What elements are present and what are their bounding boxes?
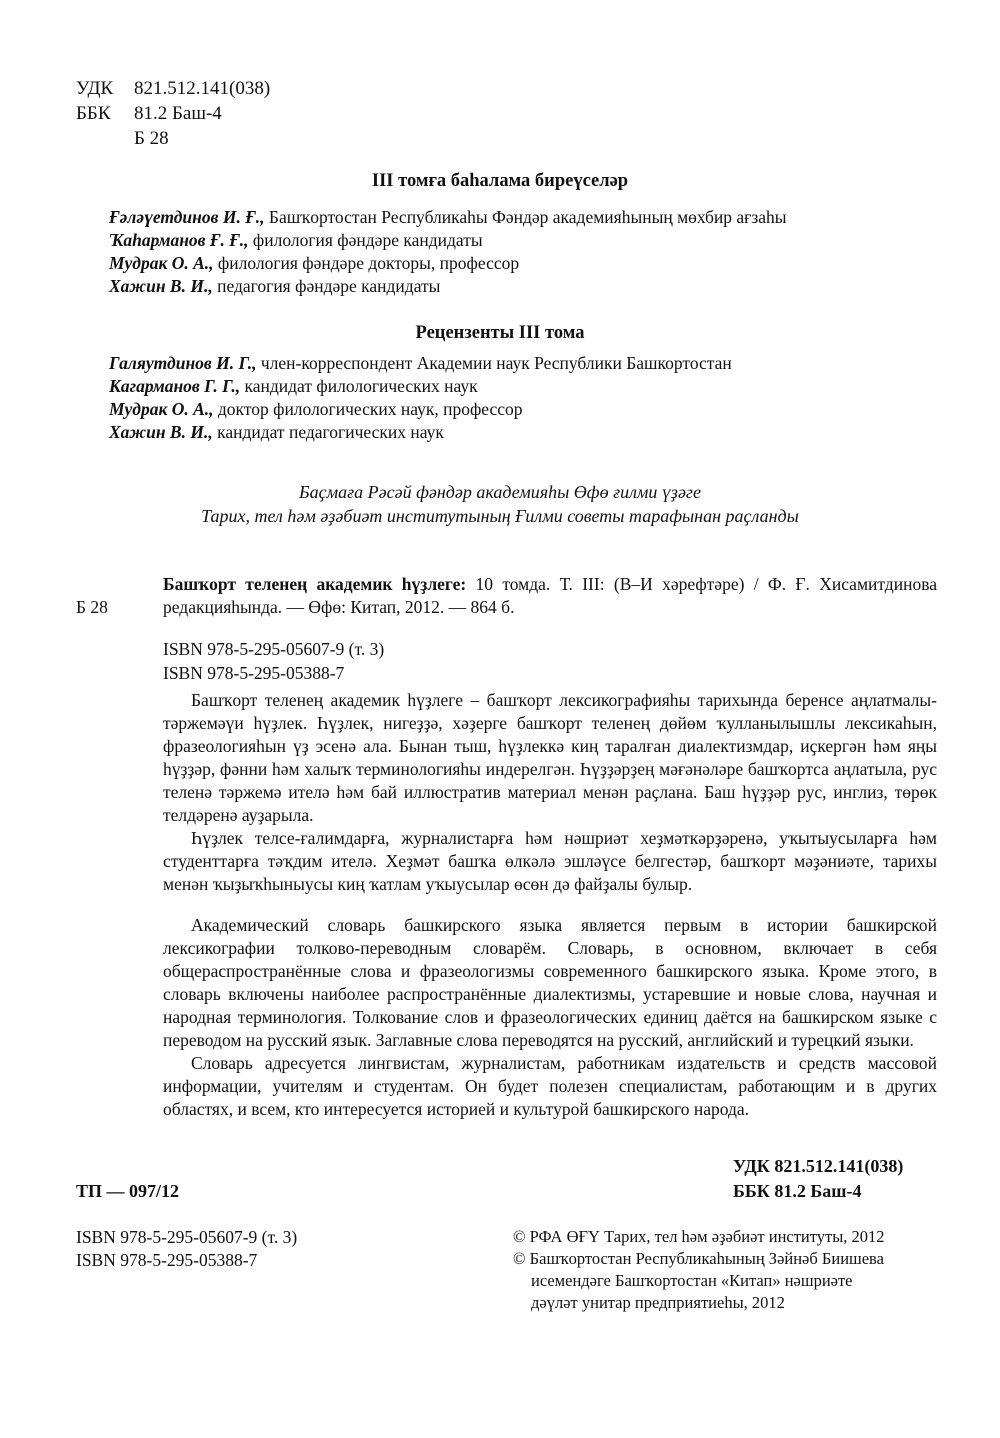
reviewer-ba-1	[109, 206, 939, 229]
copyright-line-1: © РФА ӨҒҮ Тарих, тел һәм әҙәбиәт институты, 2012	[513, 1227, 885, 1246]
bbk-line	[76, 101, 270, 126]
reviewer-desc: кандидат филологических наук	[240, 376, 478, 396]
approval-line-2: Тарих, тел һәм әҙәбиәт институтының Ғилми советы тарафынан раҫланды	[201, 506, 799, 526]
abstract-bashkir	[163, 689, 937, 896]
copyright-line-4: дәүләт унитар предприятиеһы, 2012	[531, 1293, 785, 1312]
abstract-ru-paragraph-1: Академический словарь башкирского языка является первым в истории башкирской лексикографии толково-переводным словарём. Словарь, в основном, включает в себя общераспространённые слова и фразеологизмы современного башкирского языка. Кроме этого, в словарь включены наиболее распространённые диалектизмы, устаревшие и новые слова, научная и народная терминология. Толкование слов и фразеологических единиц даётся на башкирском языке с переводом на русский язык. Заглавные слова переводятся на русский, английский и турецкий языки.	[163, 915, 937, 1050]
approval-line-1: Баҫмаға Рәсәй фәндәр академияһы Өфө ғилми үҙәге	[299, 482, 701, 502]
copyright-line-2: © Башҡортостан Республикаһының Зәйнәб Биишева	[513, 1249, 884, 1268]
abstract-russian	[163, 914, 937, 1121]
reviewers-ru-title: Рецензенты III тома	[415, 323, 585, 343]
reviewer-desc: кандидат педагогических наук	[212, 422, 444, 442]
reviewers-ba-list	[109, 206, 939, 298]
footer-isbn-set: ISBN 978-5-295-05388-7	[76, 1250, 258, 1270]
isbn-block	[163, 637, 384, 685]
reviewer-desc: филология фәндәре докторы, профессор	[213, 253, 520, 273]
bibliographic-entry	[163, 573, 937, 619]
abstract-ba-paragraph-1: Башҡорт теленең академик һүҙлеге – башҡорт лексикографияһы тарихында беренсе аңлатмалы-тәржемәүи һүҙлек. Һүҙлек, нигеҙҙә, хәҙерге башҡорт теленең дөйөм ҡулланылышлы лексикаһын, фразеологияһын үҙ эсенә ала. Бынан тыш, һүҙлеккә киң таралған диалектизмдар, иҫкергән һәм яңы һүҙҙәр, фәнни һәм халыҡ терминологияһы индерелгән. Һүҙҙәрҙең мәғәнәләре башҡортса аңлатыла, рус теленә тәржемә ителә һәм бай иллюстратив материал менән раҫлана. Баш һүҙҙәр рус, инглиз, төрөк телдәренә ауҙарыла.	[163, 690, 937, 825]
approval-statement	[0, 480, 1000, 528]
bbk-label: ББК	[76, 103, 111, 124]
reviewer-name: Мудрак О. А.,	[109, 399, 214, 419]
reviewer-ru-3	[109, 398, 939, 421]
reviewer-ru-2	[109, 375, 939, 398]
reviewer-ba-4	[109, 275, 939, 298]
footer-isbn-volume: ISBN 978-5-295-05607-9 (т. 3)	[76, 1227, 298, 1247]
reviewers-ru-list	[109, 352, 939, 444]
bibliography-margin-sign: Б 28	[76, 597, 108, 617]
reviewer-name: Хажин В. И.,	[109, 422, 213, 442]
reviewer-name: Мудрак О. А.,	[109, 253, 214, 273]
tp-code: ТП — 097/12	[76, 1181, 180, 1201]
reviewer-desc: Башҡортостан Республикаһы Фәндәр академияһының мөхбир ағзаһы	[264, 207, 787, 227]
reviewer-desc: филология фәндәре кандидаты	[248, 230, 483, 250]
reviewer-ba-2	[109, 229, 939, 252]
udk-value: 821.512.141(038)	[134, 78, 271, 99]
footer-classification	[733, 1154, 903, 1204]
classification-block	[76, 76, 270, 151]
reviewer-desc: член-корреспондент Академии наук Республики Башкортостан	[256, 353, 732, 373]
reviewer-ru-1	[109, 352, 939, 375]
footer-isbn-block	[76, 1226, 297, 1272]
reviewer-name: Хажин В. И.,	[109, 276, 213, 296]
abstract-ru-paragraph-2: Словарь адресуется лингвистам, журналистам, работникам издательств и средств массовой информации, учителям и студентам. Он будет полезен специалистам, работающим и в других областях, и всем, кто интересуется историей и культурой башкирского народа.	[163, 1053, 937, 1119]
reviewer-desc: педагогия фәндәре кандидаты	[212, 276, 441, 296]
reviewer-name: Ҡаһарманов Ғ. Ғ.,	[109, 230, 249, 250]
bibliographic-details: 10 томда. Т. III: (В–И хәрефтәре) / Ф. Ғ. Хисамитдинова редакцияһында. — Өфө: Китап, 2012. — 864 б.	[163, 574, 937, 617]
reviewer-desc: доктор филологических наук, профессор	[213, 399, 523, 419]
copyright-block	[513, 1226, 943, 1314]
bbk-value: 81.2 Баш-4	[134, 103, 222, 124]
footer-udk: УДК 821.512.141(038)	[733, 1156, 904, 1176]
udk-line	[76, 76, 270, 101]
reviewer-ru-4	[109, 421, 939, 444]
reviewer-name: Ғәләүетдинов И. Ғ.,	[109, 207, 265, 227]
isbn-set: ISBN 978-5-295-05388-7	[163, 663, 345, 683]
reviewer-ba-3	[109, 252, 939, 275]
reviewer-name: Кагарманов Г. Г.,	[109, 376, 241, 396]
reviewers-ba-title: III томға баһалама биреүселәр	[371, 171, 629, 191]
isbn-volume: ISBN 978-5-295-05607-9 (т. 3)	[163, 639, 385, 659]
author-sign: Б 28	[134, 128, 169, 149]
abstract-ba-paragraph-2: Һүҙлек телсе-ғалимдарға, журналистарға һәм нәшриәт хеҙмәткәрҙәренә, уҡытыусыларға һәм студенттарға тәҡдим ителә. Хеҙмәт башҡа өлкәлә эшләүсе белгестәр, башҡорт мәҙәниәте, тарихы менән ҡыҙыҡһыныусы киң ҡатлам уҡыусылар өсөн дә файҙалы булыр.	[163, 828, 937, 894]
dictionary-title: Башҡорт теленең академик һүҙлеге:	[163, 574, 467, 594]
copyright-line-3: исемендәге Башҡортостан «Китап» нәшриәте	[531, 1271, 853, 1290]
reviewer-name: Галяутдинов И. Г.,	[109, 353, 257, 373]
footer-bbk: ББК 81.2 Баш-4	[733, 1181, 862, 1201]
udk-label: УДК	[76, 78, 114, 99]
